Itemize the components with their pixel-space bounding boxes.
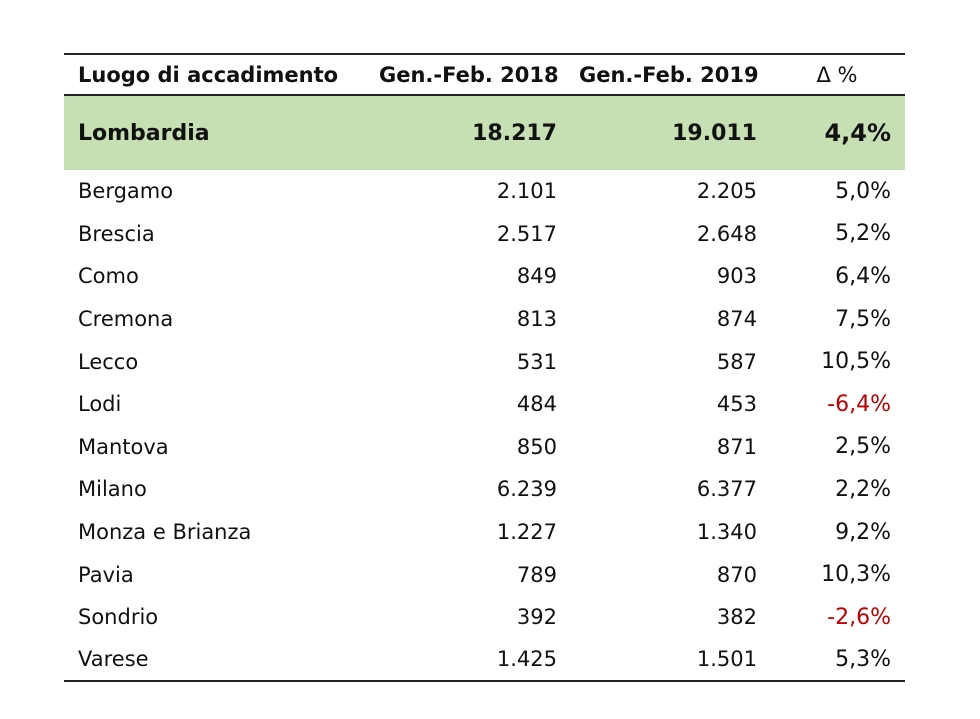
row-delta: 7,5% <box>835 306 891 332</box>
table-row <box>64 468 905 511</box>
row-place: Cremona <box>78 307 174 332</box>
row-2018: 813 <box>516 307 557 332</box>
table-row <box>64 426 905 469</box>
row-place: Pavia <box>78 562 134 587</box>
row-delta: -6,4% <box>827 391 891 417</box>
row-2019: 903 <box>716 264 757 289</box>
row-place: Bergamo <box>78 179 174 204</box>
row-2019: 2.648 <box>696 221 757 246</box>
table-row <box>64 213 905 256</box>
table-header <box>64 54 905 95</box>
row-delta: 2,2% <box>835 476 891 502</box>
table-row <box>64 298 905 341</box>
row-place: Brescia <box>78 221 155 246</box>
row-2018: 1.425 <box>369 639 569 682</box>
row-2018: 392 <box>516 605 557 630</box>
row-delta: 6,4% <box>835 263 891 289</box>
total-row <box>64 95 905 170</box>
table-body <box>64 95 905 681</box>
row-2018: 1.227 <box>496 520 557 545</box>
row-delta: 10,3% <box>821 562 891 588</box>
row-delta: 5,0% <box>835 178 891 204</box>
row-2019: 382 <box>716 605 757 630</box>
total-2018: 18.217 <box>472 120 557 146</box>
row-delta: 5,3% <box>769 639 905 682</box>
row-delta: -2,6% <box>827 604 891 630</box>
header-2018: Gen.-Feb. 2018 <box>369 54 569 95</box>
table-row <box>64 553 905 596</box>
row-delta: 9,2% <box>835 519 891 545</box>
row-place: Sondrio <box>78 605 159 630</box>
table-row <box>64 340 905 383</box>
row-place: Monza e Brianza <box>78 520 252 545</box>
total-place: Lombardia <box>78 120 210 146</box>
total-2019: 19.011 <box>672 120 757 146</box>
header-2019: Gen.-Feb. 2019 <box>569 54 769 95</box>
data-table-container <box>64 53 905 682</box>
header-place: Luogo di accadimento <box>64 54 369 95</box>
row-2018: 789 <box>516 562 557 587</box>
row-place: Como <box>78 264 139 289</box>
accidents-table <box>64 53 905 682</box>
table-row <box>64 511 905 554</box>
total-delta: 4,4% <box>824 119 891 147</box>
row-2019: 871 <box>716 434 757 459</box>
row-delta: 5,2% <box>835 221 891 247</box>
row-2018: 2.517 <box>496 221 557 246</box>
row-2019: 587 <box>716 349 757 374</box>
row-2019: 1.340 <box>696 520 757 545</box>
row-2018: 850 <box>516 434 557 459</box>
row-place: Lecco <box>78 349 139 374</box>
table-row <box>64 639 905 682</box>
row-2019: 453 <box>716 392 757 417</box>
header-delta: Δ % <box>769 54 905 95</box>
row-2019: 2.205 <box>696 179 757 204</box>
row-2019: 1.501 <box>569 639 769 682</box>
table-row <box>64 596 905 639</box>
row-2018: 849 <box>516 264 557 289</box>
table-row <box>64 383 905 426</box>
row-place: Milano <box>78 477 147 502</box>
row-2019: 870 <box>716 562 757 587</box>
row-2018: 6.239 <box>496 477 557 502</box>
table-row <box>64 170 905 213</box>
header-row <box>64 54 905 95</box>
row-2019: 874 <box>716 307 757 332</box>
row-delta: 2,5% <box>835 434 891 460</box>
row-2018: 2.101 <box>496 179 557 204</box>
row-place: Mantova <box>78 434 169 459</box>
table-row <box>64 255 905 298</box>
row-place: Varese <box>64 639 369 682</box>
row-2018: 531 <box>516 349 557 374</box>
row-delta: 10,5% <box>821 349 891 375</box>
row-place: Lodi <box>78 392 122 417</box>
row-2019: 6.377 <box>696 477 757 502</box>
row-2018: 484 <box>516 392 557 417</box>
